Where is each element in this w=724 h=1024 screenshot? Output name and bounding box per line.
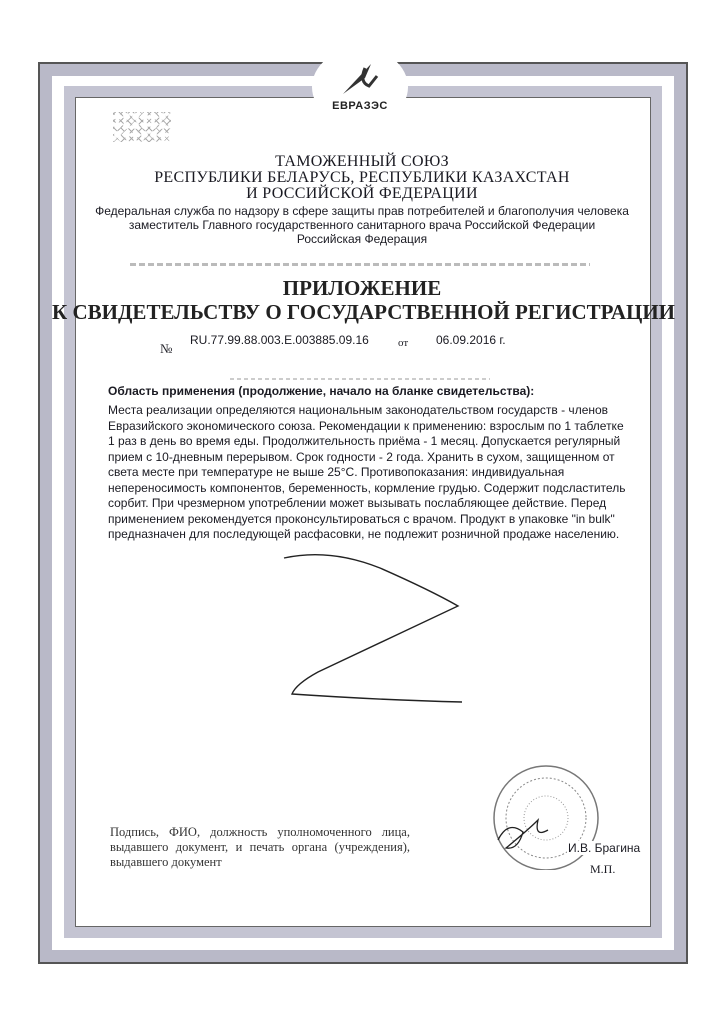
section-title: Область применения (продолжение, начало на бланке свидетельства): [108, 384, 535, 398]
logo-text: ЕВРАЗЭС [332, 100, 388, 112]
registration-number: RU.77.99.88.003.E.003885.09.16 [190, 333, 369, 347]
header-deputy: заместитель Главного государственного санитарного врача Российской Федерации [128, 218, 596, 232]
header-federation: И РОССИЙСКОЙ ФЕДЕРАЦИИ [246, 185, 478, 202]
signatory-name: И.В. Брагина [568, 841, 641, 855]
number-symbol: № [160, 341, 173, 356]
title-line1: ПРИЛОЖЕНИЕ [282, 276, 442, 300]
stamp-mark-label: М.П. [590, 862, 616, 876]
section-text: Места реализации определяются национальным законодательством государств - членов Евразийского экономического союза. Рекомендации к применению: взрослым по 1 таблетке 1 раз в день во время еды. Продолжительность приёма - 1 месяц. Допускается регулярный прием с 10-дневным перерывом. Срок годности - 2 года. Хранить в сухом, защищенном от света месте при температуре не выше 25°С. Противопоказания: индивидуальная непереносимость компонентов, беременность, кормление грудью. Содержит подсластитель сорбит. При чрезмерном употреблении может вызывать послабляющее действие. Перед применением рекомендуется проконсультироваться с врачом. Продукт в упаковке "in bulk" предназначен для последующей расфасовки, не подлежит розничной продаже населению. [108, 403, 626, 541]
header-service: Федеральная служба по надзору в сфере защиты прав потребителей и благополучия человека [95, 204, 629, 218]
title-line2: К СВИДЕТЕЛЬСТВУ О ГОСУДАРСТВЕННОЙ РЕГИСТРАЦИИ [52, 300, 675, 324]
from-label: от [398, 337, 409, 349]
signature-label: Подпись, ФИО, должность уполномоченного лица, выдавшего документ, и печать органа (учреждения), выдавшего документ [110, 825, 410, 869]
header-union-title: ТАМОЖЕННЫЙ СОЮЗ [275, 153, 449, 170]
header-republics: РЕСПУБЛИКИ БЕЛАРУСЬ, РЕСПУБЛИКИ КАЗАХСТАН [154, 169, 570, 186]
registration-date: 06.09.2016 г. [436, 333, 506, 347]
header-country: Российская Федерация [296, 232, 428, 246]
